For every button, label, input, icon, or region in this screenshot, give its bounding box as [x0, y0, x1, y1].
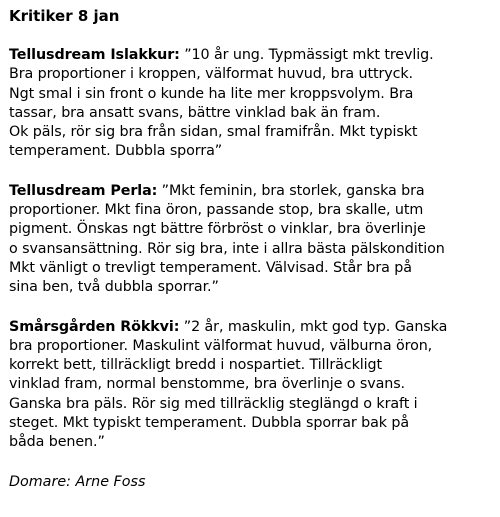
critique-line: proportioner. Mkt fina öron, passande stop, bra skalle, utm: [9, 202, 424, 219]
dog-name: Smårsgården Rökkvi:: [9, 318, 180, 335]
critique-line: sina ben, två dubbla sporrar.”: [9, 279, 219, 296]
critique-line: Ganska bra päls. Rör sig med tillräcklig steglängd o kraft i: [9, 395, 418, 412]
critique-perla: [9, 182, 495, 298]
critique-line: tassar, bra ansatt svans, bättre vinklad bak än fram.: [9, 104, 381, 121]
judge-signature: Domare: Arne Foss: [9, 473, 146, 490]
document: [9, 6, 495, 492]
dog-name: Tellusdream Islakkur:: [9, 47, 180, 63]
critique-line: bra proportioner. Maskulint välformat huvud, välburna öron,: [9, 337, 433, 354]
critique-line: temperament. Dubbla sporra”: [9, 143, 223, 160]
critique-line: Mkt vänligt o trevligt temperament. Välvisad. Står bra på: [9, 259, 412, 276]
dog-name: Tellusdream Perla:: [9, 182, 158, 199]
critique-line: pigment. Önskas ngt bättre förbröst o vinklar, bra överlinje: [9, 221, 426, 238]
page-title: Kritiker 8 jan: [9, 7, 120, 25]
critique-line: steget. Mkt typiskt temperament. Dubbla sporrar bak på: [9, 415, 410, 432]
critique-line: vinklad fram, normal benstomme, bra överlinje o svans.: [9, 376, 406, 393]
critique-rokkvi: [9, 318, 495, 453]
critique-line: Ok päls, rör sig bra från sidan, smal framifrån. Mkt typiskt: [9, 124, 418, 141]
critique-text: ”10 år ung. Typmässigt mkt trevlig.: [179, 47, 434, 63]
critique-line: båda benen.”: [9, 434, 105, 451]
critique-line: [9, 46, 495, 65]
critique-line: Ngt smal i sin front o kunde ha lite mer kroppsvolym. Bra: [9, 85, 414, 102]
critique-line: [9, 318, 495, 337]
critique-text: ”Mkt feminin, bra storlek, ganska bra: [157, 182, 425, 199]
critique-line: [9, 182, 495, 201]
critique-islakkur: [9, 46, 495, 162]
critique-line: korrekt bett, tillräckligt bredd i nospartiet. Tillräckligt: [9, 357, 382, 374]
critique-line: o svansansättning. Rör sig bra, inte i allra bästa pälskondition: [9, 240, 445, 257]
critique-text: ”2 år, maskulin, mkt god typ. Ganska: [179, 318, 448, 335]
critique-line: Bra proportioner i kroppen, välformat huvud, bra uttryck.: [9, 66, 413, 83]
